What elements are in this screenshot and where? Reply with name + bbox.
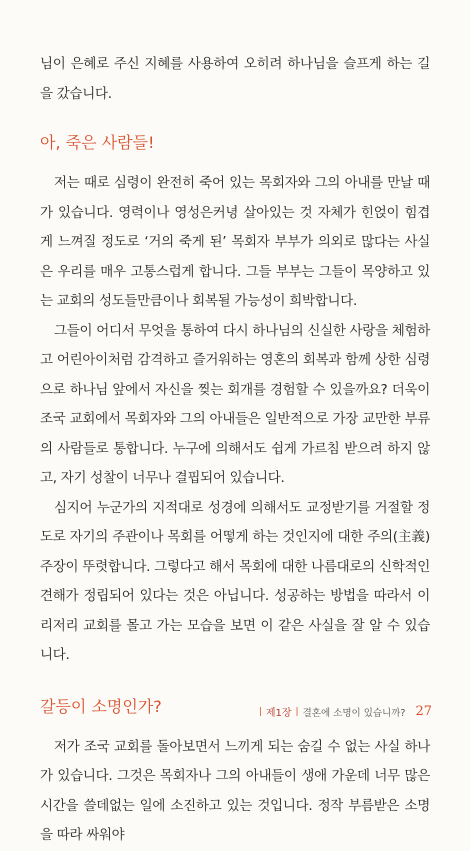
paragraph-top: 님이 은혜로 주신 지혜를 사용하여 오히려 하나님을 슬프게 하는 길을 갔습니다. xyxy=(40,56,430,102)
footer-marker: | xyxy=(258,706,262,717)
footer-chapter: 제1장 xyxy=(265,708,292,719)
page-footer xyxy=(259,704,432,719)
section-heading-1: 아, 죽은 사람들! xyxy=(40,133,155,152)
paragraph: 저가 조국 교회를 돌아보면서 느끼게 되는 숨길 수 없는 사실 하나가 있습니다. 그것은 목회자나 그의 아내들이 생애 가운데 너무 많은 시간을 쓸데없는 일에 소진하고 있는 것입니다. 정작 부름받은 소명을 따라 싸워야 xyxy=(40,738,430,843)
paragraph: 저는 때로 심령이 완전히 죽어 있는 목회자와 그의 아내를 만날 때가 있습니다. 영력이나 영성은커녕 살아있는 것 자체가 힌얹이 힘겹게 느껴질 정도로 ‘거의 죽게 된’ 목회자 부부가 의외로 많다는 사실은 우리를 매우 고통스럽게 합니다. 그들 부부는 그들이 목양하고 있는 교회의 성도들만큼이나 회복될 가능성이 희박합니다. xyxy=(40,175,430,309)
section-heading-2: 갈등이 소명인가? xyxy=(40,696,162,716)
footer-title: 결혼에 소명이 있습니까? xyxy=(302,707,406,719)
footer-separator: | xyxy=(295,706,299,717)
page-number: 27 xyxy=(415,704,432,719)
paragraph: 심지어 누군가의 지적대로 성경에 의해서도 교정받기를 거절할 정도로 자기의 주관이나 목회를 어떻게 하는 것인지에 대한 주의(主義)주장이 뚜렷합니다. 그렇다고 해서 목회에 대한 나름대로의 신학적인 견해가 정립되어 있다는 것은 아닙니다. 성공하는 방법을 따라서 이리저리 교회를 몰고 가는 모습을 보면 이 같은 사실을 잘 알 수 있습니다. xyxy=(40,499,430,663)
paragraph: 그들이 어디서 무엇을 통하여 다시 하나님의 신실한 사랑을 체험하고 어린아이처럼 감격하고 즐거워하는 영혼의 회복과 함께 상한 심령으로 하나님 앞에서 자신을 찢는 회개를 경험할 수 있을까요? 더욱이 조국 교회에서 목회자와 그의 아내들은 일반적으로 가장 교만한 부류의 사람들로 통합니다. 누구에 의해서도 쉽게 가르침 받으려 하지 않고, 자기 성찰이 너무나 결핍되어 있습니다. xyxy=(40,322,430,486)
